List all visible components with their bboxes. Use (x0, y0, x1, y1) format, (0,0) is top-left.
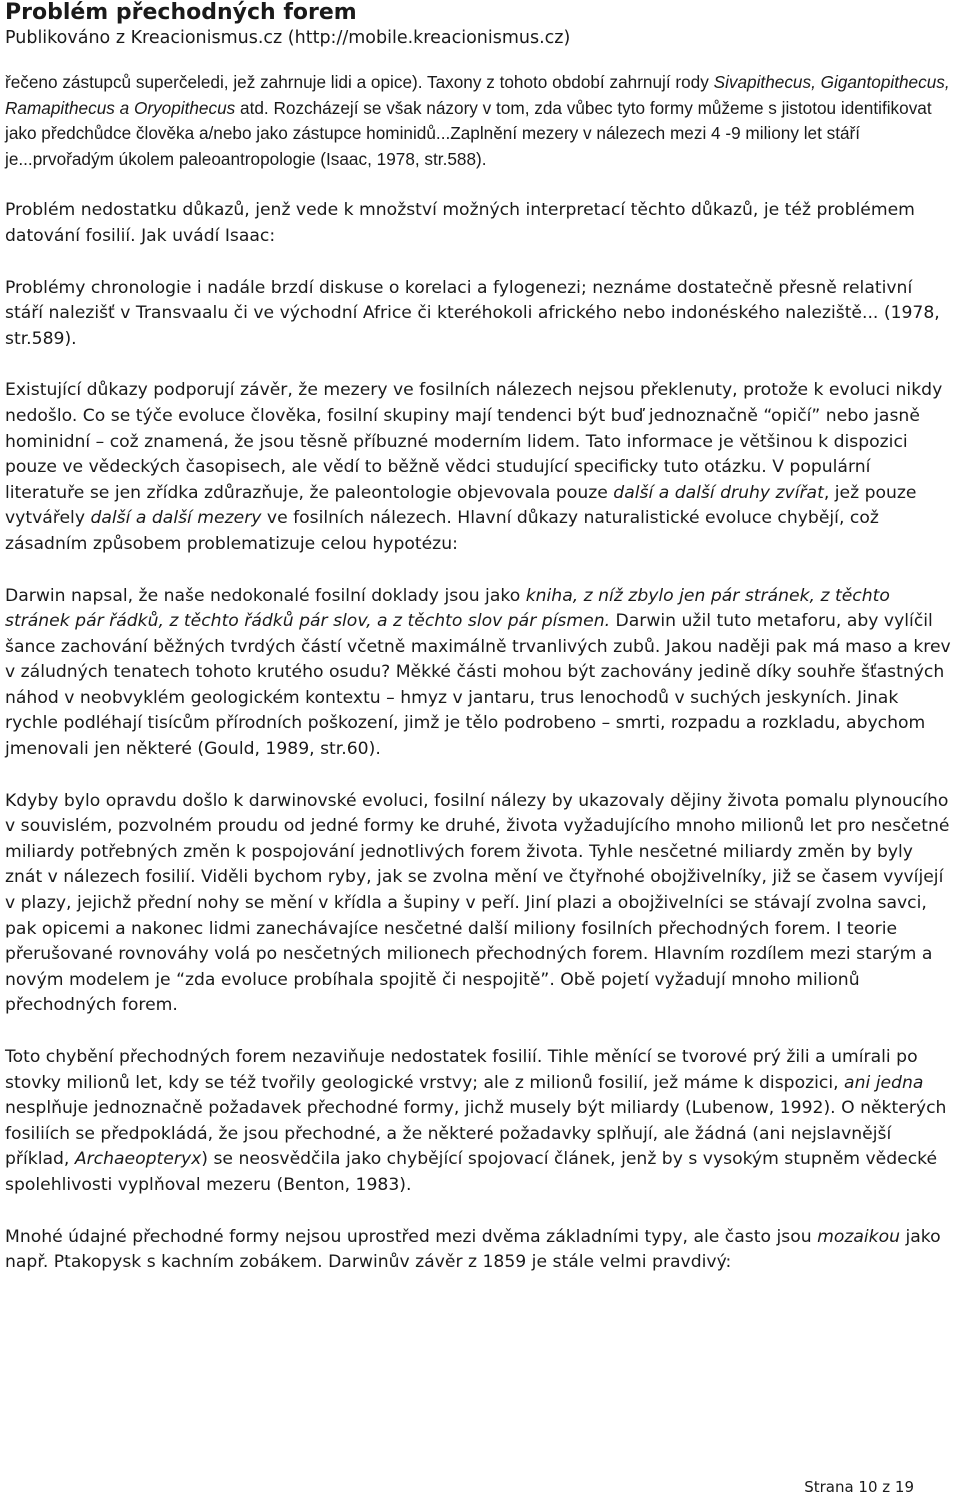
paragraph-4 (5, 378, 953, 557)
text-run: atd. Rozcházejí se však názory v tom, zda vůbec tyto formy můžeme s jistotou identifikovat jako předchůdce člověka a/nebo jako zástupce hominidů...Zaplnění mezery v nálezech mezi 4 -9 miliony let stáří je...prvořadým úkolem paleoantropologie (Isaac, 1978, str.588). (5, 97, 932, 169)
italic-text: Archaeopteryx (74, 1149, 202, 1170)
text-run: ) se neosvědčila jako chybějící spojovací článek, jenž by s vysokým stupněm vědecké spolehlivosti vyplňoval mezeru (Benton, 1983). (5, 1149, 938, 1195)
text-run: Toto chybění přechodných forem nezaviňuje nedostatek fosilií. Tihle měnící se tvorové prý žili a umírali po stovky milionů let, kdy se též tvořily geologické vrstvy; ale z milionů fosilií, jež máme k dispozici, (5, 1047, 918, 1093)
paragraph-3 (5, 276, 953, 353)
italic-text: další a další druhy zvířat (613, 482, 824, 503)
italic-text: kniha, z níž zbylo jen pár stránek, z těchto stránek pár řádků, z těchto řádků pár slov, a z těchto slov pár písmen. (5, 585, 890, 632)
paragraph-7 (5, 1045, 953, 1199)
paragraph-1 (5, 70, 953, 172)
page-title: Problém přechodných forem (5, 0, 357, 25)
article-body (5, 70, 953, 1302)
paragraph-5 (5, 584, 953, 763)
italic-text: Sivapithecus, Gigantopithecus, Ramapithecus a Oryopithecus (5, 72, 950, 118)
text-run: Problémy chronologie i nadále brzdí diskuse o korelaci a fylogenezi; neznáme dostatečně přesně relativní stáří nalezišť v Transvaalu či ve východní Africe či kteréhokoli afrického nebo indonéského naleziště... (1978, str.589). (5, 277, 940, 349)
text-run: Mnohé údajné přechodné formy nejsou uprostřed mezi dvěma základními typy, ale často jsou (5, 1226, 818, 1247)
page-number: Strana 10 z 19 (804, 1478, 914, 1496)
text-run: řečeno zástupců superčeledi, jež zahrnuje lidi a opice). Taxony z tohoto období zahrnují rody (5, 72, 714, 92)
paragraph-6 (5, 789, 953, 1019)
text-run: Problém nedostatku důkazů, jenž vede k množství možných interpretací těchto důkazů, je též problémem datování fosilií. Jak uvádí Isaac: (5, 200, 915, 246)
italic-text: další a další mezery (90, 508, 262, 529)
text-run: ve fosilních nálezech. Hlavní důkazy naturalistické evoluce chybějí, což zásadním způsobem problematizuje celou hypotézu: (5, 508, 879, 554)
text-run: Darwin užil tuto metaforu, aby vylíčil šance zachování běžných tvrdých částí včetně maximálně trvanlivých zubů. Jakou naději pak má maso a krev v záludných tenatech tohoto krutého osudu? Měkké části mohou být zachovány jedině díky souhře šťastných náhod v neobvyklém geologickém kontextu – hmyz v jantaru, trus lenochodů v suchých jeskyních. Jinak rychle podléhají tisícům přírodních poškození, jimž je tělo podrobeno – smrti, rozpadu a rozkladu, abychom jmenovali jen některé (Gould, 1989, str.60). (5, 611, 951, 760)
paragraph-2 (5, 198, 953, 249)
text-run: Kdyby bylo opravdu došlo k darwinovské evoluci, fosilní nálezy by ukazovaly dějiny života pomalu plynoucího v souvislém, pozvolném proudu od jedné formy ke druhé, života vyžadujícího mnoho milionů let pro nesčetné miliardy potřebných změn k pospojování jednotlivých forem života. Tyhle nesčetné miliardy změn by byly znát v nálezech fosilií. Viděli bychom ryby, jak se zvolna mění ve čtyřnohé obojživelníky, již se časem vyvíjejí v plazy, jejichž přední nohy se mění v křídla a šupiny v peří. Jiní plazi a obojživelníci se stávají zvolna savci, pak opicemi a nakonec lidmi zanechávajíce nesčetné další miliony fosilních přechodných forem. I teorie přerušované rovnováhy volá po nesčetných milionech přechodných forem. Hlavním rozdílem mezi starým a novým modelem je “zda evoluce probíhala spojitě či nespojitě”. Obě pojetí vyžadují mnoho milionů přechodných forem. (5, 790, 950, 1016)
text-run: nesplňuje jednoznačně požadavek přechodné formy, jichž musely být miliardy (Lubenow, 1992). O některých fosiliích se předpokládá, že jsou přechodné, a že některé požadavky splňují, ale žádná (ani nejslavnější příklad, (5, 1098, 947, 1170)
italic-text: mozaikou (817, 1226, 901, 1247)
text-run: Darwin napsal, že naše nedokonalé fosilní doklady jsou jako (5, 585, 526, 606)
document-header (5, 0, 955, 50)
text-run: Existující důkazy podporují závěr, že mezery ve fosilních nálezech nejsou překlenuty, protože k evoluci nikdy nedošlo. Co se týče evoluce člověka, fosilní skupiny mají tendenci být buď jednoznačně “opičí” nebo jasně hominidní – což znamená, že jsou těsně příbuzné moderním lidem. Tato informace je většinou k dispozici pouze ve vědeckých časopisech, ale vědí to běžně vědci studující specificky tuto otázku. V populární literatuře se jen zřídka zdůrazňuje, že paleontologie objevovala pouze (5, 380, 943, 503)
paragraph-8 (5, 1225, 953, 1276)
source-line: Publikováno z Kreacionismus.cz (http://mobile.kreacionismus.cz) (5, 28, 571, 48)
italic-text: ani jedna (844, 1072, 924, 1093)
text-run: jako např. Ptakopysk s kachním zobákem. Darwinův závěr z 1859 je stále velmi pravdivý: (5, 1226, 941, 1273)
text-run: , jež pouze vytvářely (5, 482, 917, 529)
